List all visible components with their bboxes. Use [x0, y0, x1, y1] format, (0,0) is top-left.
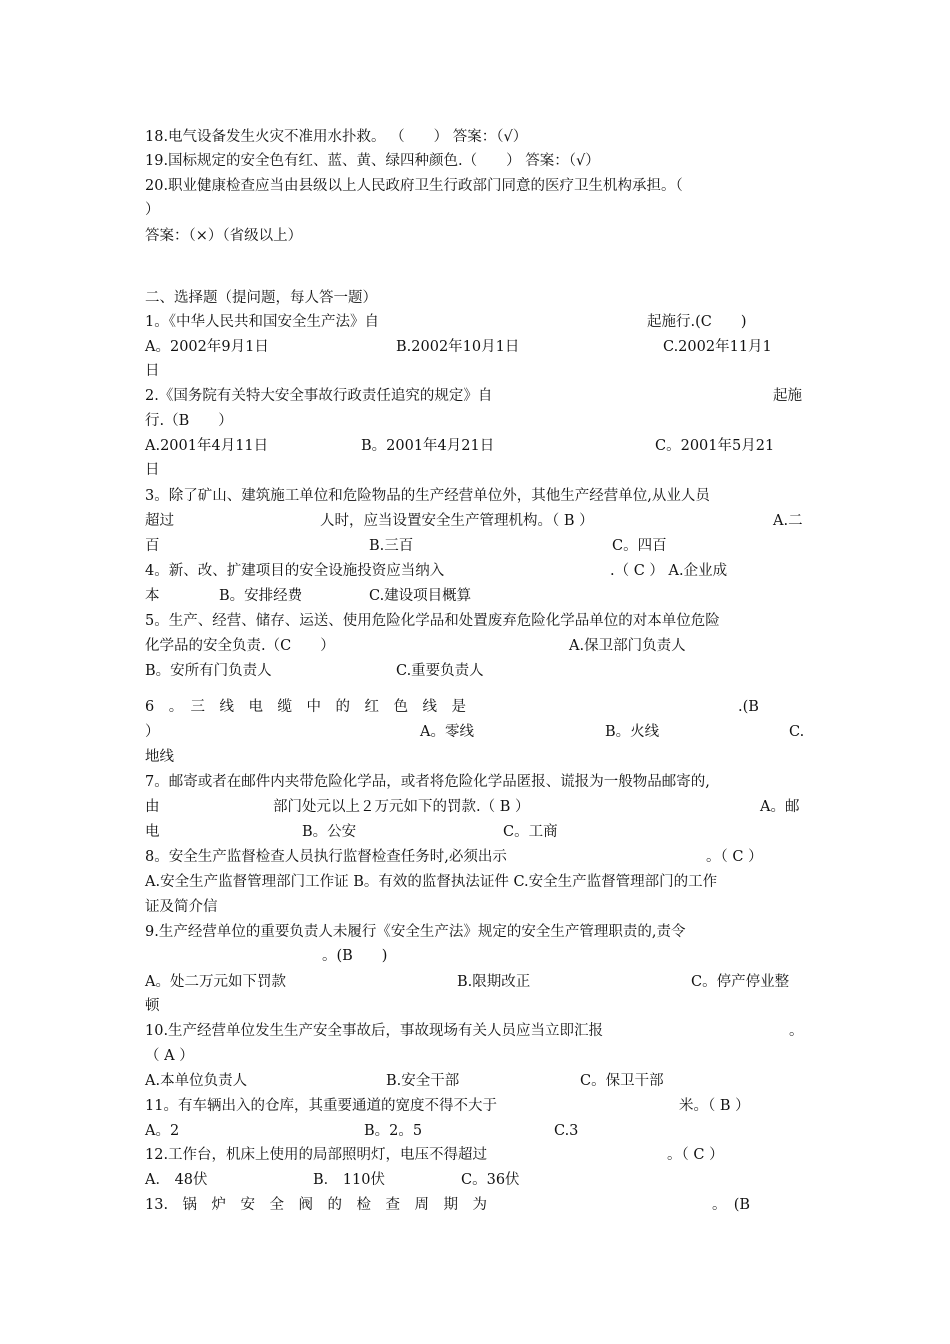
question-3-option-c: C。四百: [612, 538, 667, 554]
question-7-line-2a: 由: [145, 799, 160, 815]
question-12-option-a: A． 48伏: [145, 1172, 208, 1188]
question-10-answer: （ A ）: [145, 1048, 194, 1064]
question-3-option-a: A.二: [773, 513, 803, 529]
question-7-option-a: A。邮: [760, 799, 800, 815]
question-13-tail: 。 (B: [712, 1197, 751, 1213]
question-11-tail: 米。（ B ）: [679, 1098, 750, 1114]
question-6-option-b: B。火线: [605, 724, 660, 740]
question-6-option-c-wrap: 地线: [145, 749, 174, 765]
question-9-stem: 9.生产经营单位的重要负责人未履行《安全生产法》规定的安全生产管理职责的,责令: [145, 924, 686, 940]
question-10-option-a: A.本单位负责人: [145, 1073, 248, 1089]
question-11-option-c: C.3: [554, 1123, 579, 1139]
question-6-option-c: C.: [789, 724, 805, 740]
question-3-option-a-wrap: 百: [145, 538, 160, 554]
question-1-tail: 起施行.(C ): [647, 314, 747, 330]
question-3-line-2a: 超过: [145, 513, 174, 529]
question-2-cont: 行.（B ）: [145, 413, 233, 429]
question-7-line-2b: 部门处元以上２万元如下的罚款.（ B ）: [273, 799, 530, 815]
question-3-line-2b: 人时，应当设置安全生产管理机构。（ B ）: [320, 513, 594, 529]
question-8-tail: 。（ C ）: [706, 849, 763, 865]
question-10-option-c: C。保卫干部: [580, 1073, 664, 1089]
question-12-option-b: B． 110伏: [313, 1172, 385, 1188]
question-11-stem: 11。有车辆出入的仓库，其重要通道的宽度不得不大于: [145, 1098, 497, 1114]
question-8-stem: 8。安全生产监督检查人员执行监督检查任务时,必须出示: [145, 849, 507, 865]
tf-question-20: 20.职业健康检查应当由县级以上人民政府卫生行政部门同意的医疗卫生机构承担。（: [145, 178, 683, 194]
question-1-option-c: C.2002年11月1: [663, 339, 772, 355]
question-2-stem: 2.《国务院有关特大安全事故行政责任追究的规定》自: [145, 388, 493, 404]
section-title: 二、选择题（提问题，每人答一题）: [145, 290, 377, 306]
question-9-option-a: A。处二万元如下罚款: [145, 974, 286, 990]
question-7-line-1: 7。邮寄或者在邮件内夹带危险化学品，或者将危险化学品匿报、谎报为一般物品邮寄的,: [145, 774, 710, 790]
question-7-option-a-wrap: 电: [145, 824, 160, 840]
question-6-option-a: A。零线: [420, 724, 474, 740]
question-5-option-a: A.保卫部门负责人: [569, 638, 686, 654]
question-5-line-2: 化学品的安全负责.（C ）: [145, 638, 335, 654]
tf-question-20-answer: 答案：（×）（省级以上）: [145, 228, 303, 244]
question-12-option-c: C。36伏: [461, 1172, 520, 1188]
question-3-line-1: 3。除了矿山、建筑施工单位和危险物品的生产经营单位外，其他生产经营单位,从业人员: [145, 488, 710, 504]
question-1-option-b: B.2002年10月1日: [396, 339, 520, 355]
question-3-option-b: B.三百: [369, 538, 414, 554]
question-2-option-b: B。2001年4月21日: [361, 438, 495, 454]
question-7-option-b: B。公安: [302, 824, 357, 840]
question-10-tail: 。: [789, 1023, 804, 1039]
question-12-tail: 。（ C ）: [667, 1147, 724, 1163]
question-9-option-c: C。停产停业整: [691, 974, 790, 990]
question-12-stem: 12.工作台，机床上使用的局部照明灯，电压不得超过: [145, 1147, 488, 1163]
question-2-wrap: 日: [145, 462, 160, 478]
question-8-options-wrap: 证及简介信: [145, 899, 218, 915]
question-5-option-b: B。安所有门负责人: [145, 663, 272, 679]
question-2-option-c: C。2001年5月21: [655, 438, 775, 454]
question-1-option-a: A。2002年9月1日: [145, 339, 269, 355]
question-5-option-c: C.重要负责人: [396, 663, 484, 679]
question-9-tail: 。(B ): [322, 948, 388, 964]
question-9-option-c-wrap: 顿: [145, 998, 160, 1014]
question-11-option-b: B。2。5: [364, 1123, 423, 1139]
question-13-stem: 13. 锅 炉 安 全 阀 的 检 查 周 期 为: [145, 1197, 488, 1213]
question-6-stem: 6 。 三 线 电 缆 中 的 红 色 线 是: [145, 699, 466, 715]
question-1-stem: 1。《中华人民共和国安全生产法》自: [145, 314, 379, 330]
tf-question-18: 18.电气设备发生火灾不准用水扑救。 （ ） 答案：（√）: [145, 129, 528, 145]
question-9-option-b: B.限期改正: [457, 974, 531, 990]
question-10-option-b: B.安全干部: [386, 1073, 460, 1089]
question-4-option-c: C.建设项目概算: [369, 588, 472, 604]
question-7-option-c: C。工商: [503, 824, 558, 840]
question-6-cont: ）: [145, 724, 160, 740]
question-1-wrap: 日: [145, 363, 160, 379]
question-4-option-b: B。安排经费: [219, 588, 303, 604]
question-8-options: A.安全生产监督管理部门工作证 B。有效的监督执法证件 C.安全生产监督管理部门的工作: [145, 874, 718, 890]
question-4-option-a-wrap: 本: [145, 588, 160, 604]
question-2-option-a: A.2001年4月11日: [145, 438, 269, 454]
question-4-tail: .（ C ） A.企业成: [610, 563, 728, 579]
question-11-option-a: A。2: [145, 1123, 180, 1139]
tf-question-19: 19.国标规定的安全色有红、蓝、黄、绿四种颜色.（ ） 答案：（√）: [145, 153, 600, 169]
question-5-line-1: 5。生产、经营、储存、运送、使用危险化学品和处置废弃危险化学品单位的对本单位危险: [145, 613, 720, 629]
question-10-stem: 10.生产经营单位发生生产安全事故后，事故现场有关人员应当立即汇报: [145, 1023, 604, 1039]
question-2-tail: 起施: [773, 388, 802, 404]
question-6-tail: .(B: [738, 699, 759, 715]
tf-question-20-cont: ）: [145, 202, 160, 218]
question-4-stem: 4。新、改、扩建项目的安全设施投资应当纳入: [145, 563, 445, 579]
